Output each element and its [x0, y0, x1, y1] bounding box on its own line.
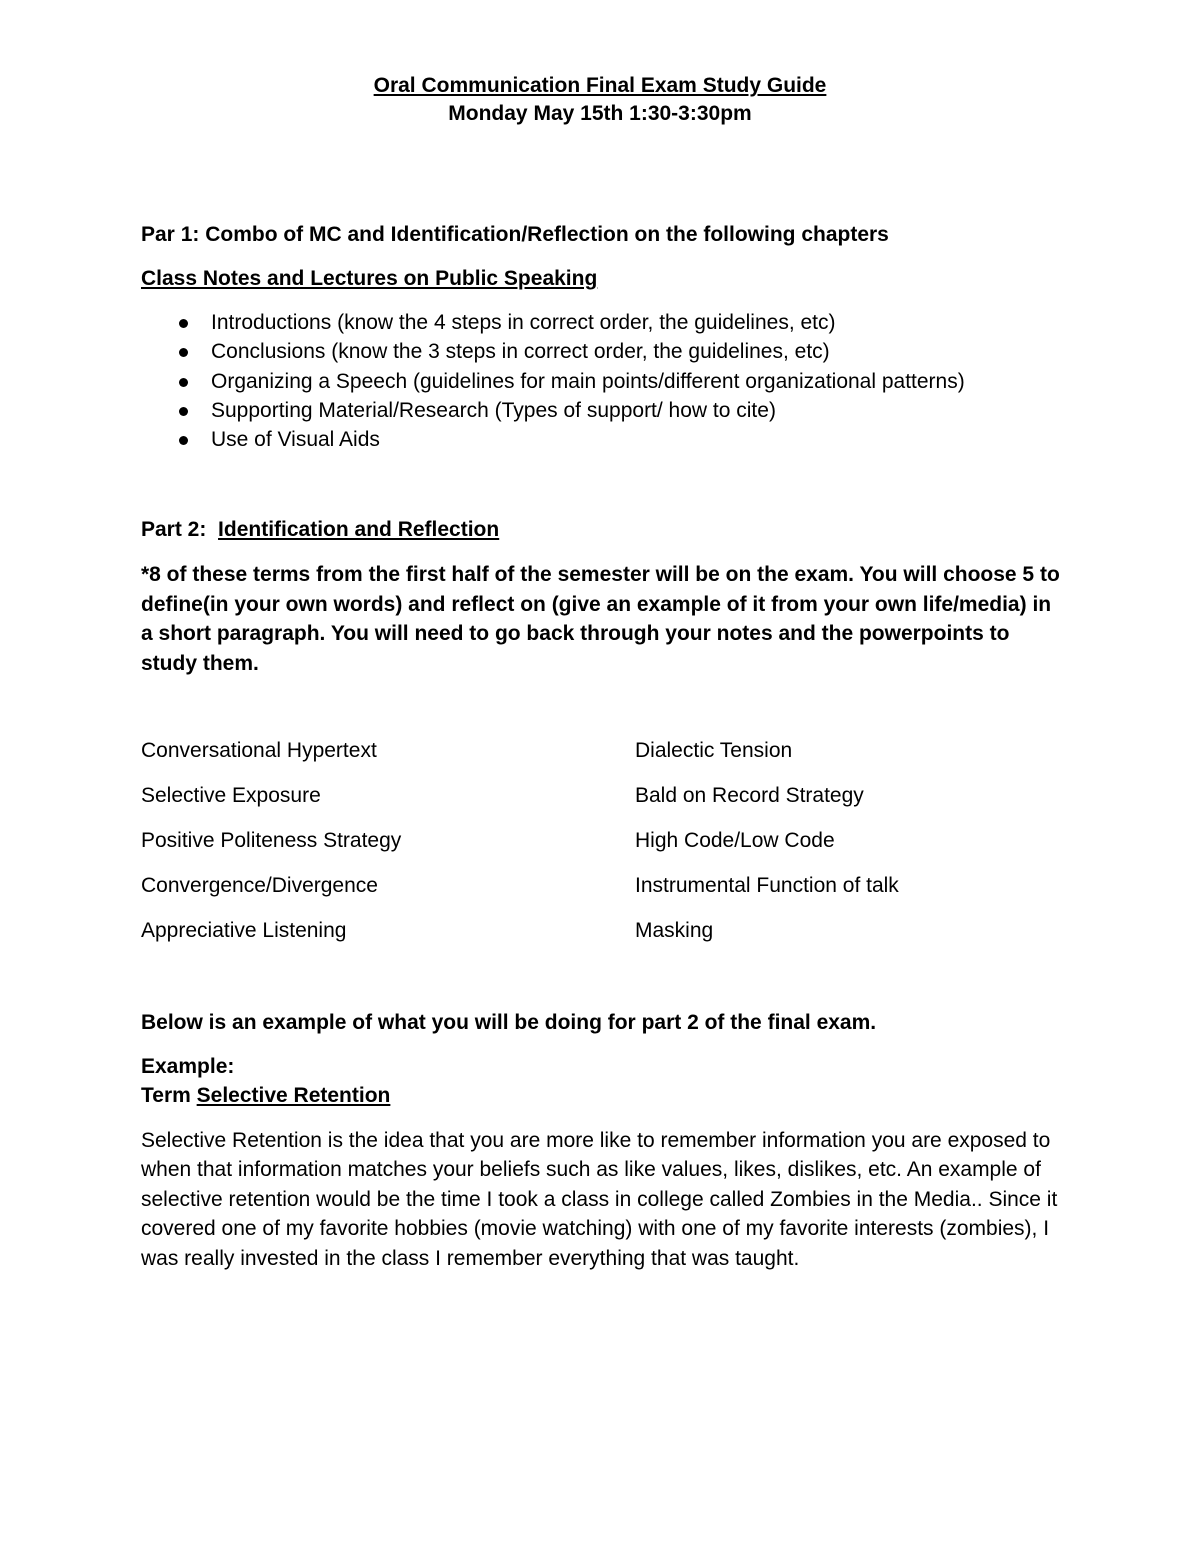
part2-label: Part 2:: [141, 518, 207, 541]
term-left: Conversational Hypertext: [141, 739, 377, 762]
part1-section-title: Class Notes and Lectures on Public Speaking: [141, 267, 598, 290]
bullet-icon: [179, 407, 188, 416]
terms-grid: [141, 737, 1041, 962]
list-item: [141, 425, 1101, 454]
list-item: [141, 396, 1101, 425]
example-body: Selective Retention is the idea that you are more like to remember information you are exposed to when that information matches your beliefs such as like values, likes, dislikes, etc. An example of selective retention would be the time I took a class in college called Zombies in the Media.. Since it covered one of my favorite hobbies (movie watching) with one of my favorite interests (zombies), I was really invested in the class I remember everything that was taught.: [141, 1129, 1058, 1270]
topic-text: Use of Visual Aids: [211, 428, 380, 452]
example-term-prefix: Term: [141, 1084, 191, 1107]
term-right: High Code/Low Code: [635, 829, 835, 852]
term-left: Convergence/Divergence: [141, 874, 378, 897]
document-header: [0, 72, 1200, 128]
part2-title: Identification and Reflection: [218, 518, 500, 541]
topic-text: Introductions (know the 4 steps in correct order, the guidelines, etc): [211, 311, 836, 334]
document-title: Oral Communication Final Exam Study Guide: [373, 74, 827, 97]
term-row: [141, 872, 1041, 917]
part1-heading: Par 1: Combo of MC and Identification/Reflection on the following chapters: [141, 223, 889, 246]
topic-text: Organizing a Speech (guidelines for main points/different organizational patterns): [211, 369, 965, 393]
topic-text: Conclusions (know the 3 steps in correct order, the guidelines, etc): [211, 340, 830, 364]
topic-list: [141, 308, 1101, 454]
bullet-icon: [179, 378, 188, 387]
term-right: Bald on Record Strategy: [635, 784, 864, 807]
example-label: Example:: [141, 1055, 235, 1078]
term-row: [141, 737, 1041, 782]
term-row: [141, 827, 1041, 872]
term-left: Appreciative Listening: [141, 919, 347, 942]
example-term: [141, 1082, 1071, 1110]
list-item: [141, 337, 1101, 366]
example-term-name: Selective Retention: [196, 1084, 391, 1107]
bullet-icon: [179, 348, 188, 357]
part2-instructions: *8 of these terms from the first half of the semester will be on the exam. You will choose 5 to define(in your own words) and reflect on (give an example of it from your own life/media) in a short paragraph. You will need to go back through your notes and the powerpoints to study them.: [141, 563, 1060, 675]
example-intro: Below is an example of what you will be doing for part 2 of the final exam.: [141, 1011, 877, 1034]
part2-heading: [141, 516, 1071, 544]
term-left: Positive Politeness Strategy: [141, 829, 402, 852]
term-right: Instrumental Function of talk: [635, 874, 899, 897]
bullet-icon: [179, 319, 188, 328]
term-row: [141, 917, 1041, 962]
term-left: Selective Exposure: [141, 784, 321, 807]
exam-date-time: Monday May 15th 1:30-3:30pm: [448, 102, 752, 125]
bullet-icon: [179, 436, 188, 445]
term-row: [141, 782, 1041, 827]
term-right: Dialectic Tension: [635, 739, 793, 762]
list-item: [141, 308, 1101, 337]
list-item: [141, 367, 1101, 396]
term-right: Masking: [635, 919, 714, 942]
topic-text: Supporting Material/Research (Types of support/ how to cite): [211, 398, 776, 422]
